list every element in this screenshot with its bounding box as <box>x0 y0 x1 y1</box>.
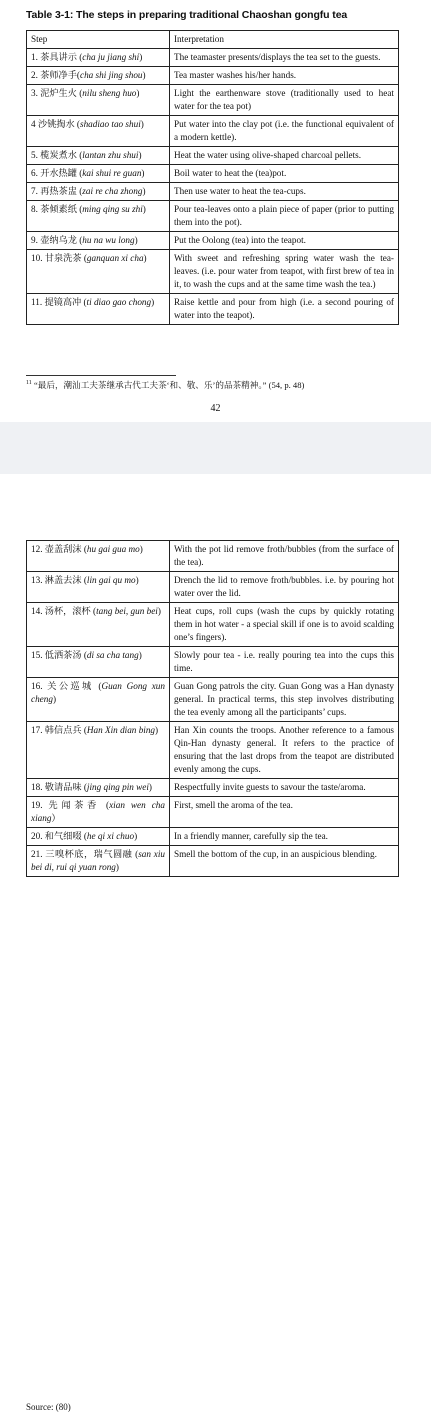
step-label: 18. 敬请品味 ( <box>31 782 87 792</box>
step-close-paren: ) <box>155 725 159 735</box>
step-pinyin: di sa cha tang <box>86 650 139 660</box>
table-row <box>27 183 399 201</box>
interpretation-cell: Heat cups, roll cups (wash the cups by quickly rotating them in hot water - a special skill if one is to avoid scalding one’s fingers). <box>170 603 399 647</box>
interpretation-cell: Light the earthenware stove (traditionally used to heat water for the tea pot) <box>170 85 399 116</box>
step-cell <box>27 678 170 722</box>
step-label: 5. 榄炭煮水 ( <box>31 150 83 160</box>
table-row <box>27 779 399 797</box>
step-close-paren: ) <box>140 119 144 129</box>
step-close-paren: ) <box>142 70 146 80</box>
step-pinyin: lantan zhu shui <box>82 150 139 160</box>
interpretation-cell: Raise kettle and pour from high (i.e. a second pouring of water into the teapot). <box>170 294 399 325</box>
steps-table-part-2 <box>26 540 399 877</box>
step-pinyin: xian wen cha xiang <box>31 800 165 823</box>
step-label: 4 沙铫掏水 ( <box>31 119 80 129</box>
table-row <box>27 541 399 572</box>
step-cell <box>27 165 170 183</box>
step-cell <box>27 116 170 147</box>
interpretation-cell: Put water into the clay pot (i.e. the functional equivalent of a modern kettle). <box>170 116 399 147</box>
table-row <box>27 722 399 779</box>
table-row <box>27 647 399 678</box>
step-cell <box>27 828 170 846</box>
step-close-paren: ) <box>151 297 155 307</box>
header-step: Step <box>27 31 170 49</box>
step-close-paren: ) <box>136 88 140 98</box>
step-label: 11. 提镜高冲 ( <box>31 297 87 307</box>
step-label: 6. 开水热罐 ( <box>31 168 83 178</box>
step-pinyin: Guan Gong xun cheng <box>31 681 165 704</box>
table-row <box>27 572 399 603</box>
step-label: 7. 再热茶盅 ( <box>31 186 83 196</box>
step-close-paren: ) <box>135 575 139 585</box>
step-pinyin: shadiao tao shui <box>80 119 141 129</box>
step-cell <box>27 85 170 116</box>
step-cell <box>27 147 170 165</box>
step-close-paren: ) <box>134 235 138 245</box>
page-number: 42 <box>210 403 221 414</box>
step-close-paren: ) <box>52 694 56 704</box>
interpretation-cell: Guan Gong patrols the city. Guan Gong was a Han dynasty general. In practical terms, this step involves distributing the tea evenly among all the participants’ cups. <box>170 678 399 722</box>
step-pinyin: ganquan xi cha <box>86 253 144 263</box>
step-label: 2. 茶师净手( <box>31 70 80 80</box>
step-cell <box>27 67 170 85</box>
step-label: 9. 壶纳乌龙 ( <box>31 235 83 245</box>
step-pinyin: san xiu bei di, rui qi yuan rong <box>31 849 165 872</box>
step-pinyin: lin gai qu mo <box>86 575 136 585</box>
step-cell <box>27 541 170 572</box>
table-row <box>27 678 399 722</box>
step-cell <box>27 779 170 797</box>
interpretation-cell: With sweet and refreshing spring water wash the tea-leaves. (i.e. pour water from teapot, with first brew of tea in it, to wash the cups and at the same time wash the tea.) <box>170 250 399 294</box>
step-cell <box>27 572 170 603</box>
page-gap <box>0 422 431 474</box>
step-close-paren: ) <box>115 862 119 872</box>
step-cell <box>27 797 170 828</box>
step-cell <box>27 603 170 647</box>
step-pinyin: cha shi jing shou <box>80 70 143 80</box>
step-label: 19. 先闻茶香 ( <box>31 800 110 810</box>
interpretation-cell: Boil water to heat the (tea)pot. <box>170 165 399 183</box>
table-caption: Table 3-1: The steps in preparing traditional Chaoshan gongfu tea <box>26 9 348 21</box>
step-pinyin: ming qing su zhi <box>82 204 143 214</box>
step-cell <box>27 647 170 678</box>
step-cell <box>27 201 170 232</box>
step-close-paren: ) <box>139 52 143 62</box>
step-close-paren: ) <box>141 168 145 178</box>
interpretation-cell: Then use water to heat the tea-cups. <box>170 183 399 201</box>
step-cell <box>27 183 170 201</box>
step-pinyin: nilu sheng huo <box>82 88 137 98</box>
footnote-text: “最后，潮汕工夫茶继承古代工夫茶‘和、敬、乐’的品茶精神。” (54, p. 48) <box>33 380 305 390</box>
interpretation-cell: Drench the lid to remove froth/bubbles. i.e. by pouring hot water over the lid. <box>170 572 399 603</box>
table-row <box>27 232 399 250</box>
footnote-number: 11 <box>26 380 32 387</box>
table-row <box>27 201 399 232</box>
step-label: 1. 茶具讲示 ( <box>31 52 83 62</box>
step-label: 10. 甘泉洗茶 ( <box>31 253 87 263</box>
steps-table-part-1 <box>26 30 399 325</box>
step-pinyin: he qi xi chuo <box>86 831 135 841</box>
step-pinyin: ti diao gao chong <box>86 297 152 307</box>
table-row <box>27 165 399 183</box>
table-row <box>27 828 399 846</box>
step-close-paren: ) <box>139 544 143 554</box>
step-close-paren: ) <box>138 150 142 160</box>
interpretation-cell: Put the Oolong (tea) into the teapot. <box>170 232 399 250</box>
step-cell <box>27 49 170 67</box>
step-close-paren: ) <box>143 253 147 263</box>
step-pinyin: zai re cha zhong <box>82 186 143 196</box>
table-source: Source: (80) <box>26 1402 71 1412</box>
table-row <box>27 250 399 294</box>
interpretation-cell: Smell the bottom of the cup, in an auspicious blending. <box>170 846 399 877</box>
table-row <box>27 49 399 67</box>
step-label: 20. 和气细啜 ( <box>31 831 87 841</box>
step-pinyin: cha ju jiang shi <box>82 52 140 62</box>
step-close-paren: ） <box>51 813 61 823</box>
interpretation-cell: With the pot lid remove froth/bubbles (from the surface of the tea). <box>170 541 399 572</box>
table-row <box>27 67 399 85</box>
interpretation-cell: Respectfully invite guests to savour the taste/aroma. <box>170 779 399 797</box>
step-pinyin: kai shui re guan <box>82 168 142 178</box>
interpretation-cell: Slowly pour tea - i.e. really pouring tea into the cups this time. <box>170 647 399 678</box>
step-close-paren: ) <box>134 831 138 841</box>
footnote <box>26 379 304 391</box>
table-header-row <box>27 31 399 49</box>
step-label: 12. 壶盖刮沫 ( <box>31 544 87 554</box>
step-cell <box>27 294 170 325</box>
step-label: 14. 汤杯，滚杯 ( <box>31 606 97 616</box>
step-close-paren: ) <box>142 204 146 214</box>
step-pinyin: hu gai gua mo <box>86 544 140 554</box>
table-row <box>27 116 399 147</box>
document-page-42 <box>0 0 431 422</box>
step-cell <box>27 722 170 779</box>
table-row <box>27 603 399 647</box>
interpretation-cell: The teamaster presents/displays the tea set to the guests. <box>170 49 399 67</box>
step-label: 17. 韩信点兵 ( <box>31 725 87 735</box>
header-interpretation: Interpretation <box>170 31 399 49</box>
interpretation-cell: First, smell the aroma of the tea. <box>170 797 399 828</box>
step-close-paren: ) <box>157 606 161 616</box>
step-label: 13. 淋盖去沫 ( <box>31 575 87 585</box>
table-row <box>27 797 399 828</box>
step-close-paren: ) <box>148 782 152 792</box>
step-label: 16. 关公巡城 ( <box>31 681 102 691</box>
table-row <box>27 846 399 877</box>
interpretation-cell: Heat the water using olive-shaped charcoal pellets. <box>170 147 399 165</box>
interpretation-cell: Han Xin counts the troops. Another reference to a famous Qin-Han dynasty general. It refers to the practice of ensuring that the last drops from the teapot are distributed evenly among the cups. <box>170 722 399 779</box>
step-label: 21. 三嗅杯底，瑞气圆融 ( <box>31 849 139 859</box>
step-label: 8. 茶倾素纸 ( <box>31 204 83 214</box>
step-close-paren: ) <box>138 650 142 660</box>
step-label: 3. 泥炉生火 ( <box>31 88 83 98</box>
interpretation-cell: Pour tea-leaves onto a plain piece of paper (prior to putting them into the pot). <box>170 201 399 232</box>
table-row <box>27 85 399 116</box>
step-cell <box>27 232 170 250</box>
table-row <box>27 147 399 165</box>
step-pinyin: Han Xin dian bing <box>86 725 156 735</box>
step-pinyin: jing qing pin wei <box>86 782 149 792</box>
step-pinyin: tang bei, gun bei <box>96 606 158 616</box>
table-row <box>27 294 399 325</box>
step-pinyin: hu na wu long <box>82 235 135 245</box>
step-close-paren: ) <box>142 186 146 196</box>
interpretation-cell: Tea master washes his/her hands. <box>170 67 399 85</box>
interpretation-cell: In a friendly manner, carefully sip the tea. <box>170 828 399 846</box>
step-cell <box>27 250 170 294</box>
footnote-rule <box>26 375 176 376</box>
step-label: 15. 低洒茶汤 ( <box>31 650 87 660</box>
document-page-43 <box>0 474 431 1412</box>
step-cell <box>27 846 170 877</box>
